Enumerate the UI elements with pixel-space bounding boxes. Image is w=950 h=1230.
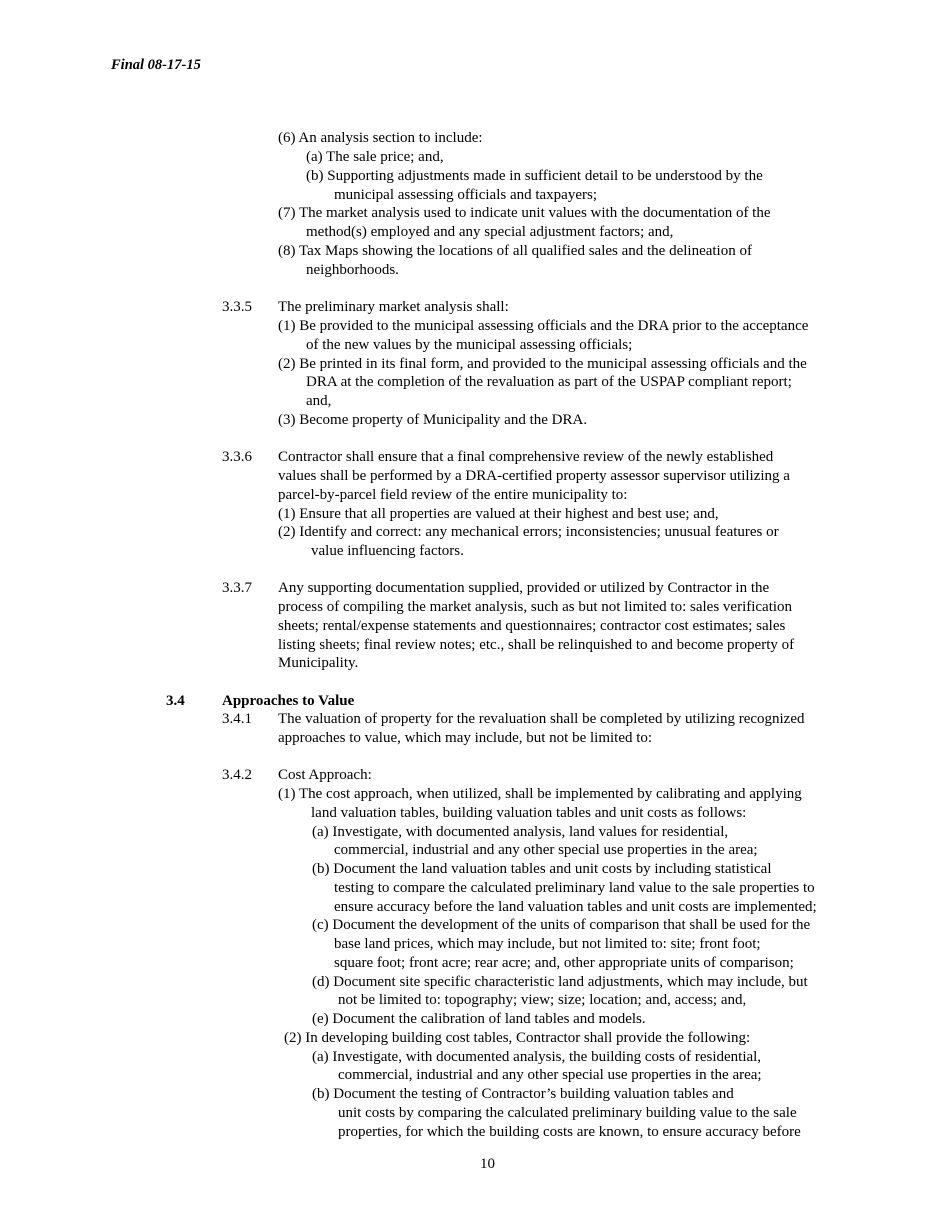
list-item-continuation: municipal assessing officials and taxpayers; [334,187,597,203]
list-item: (8) Tax Maps showing the locations of all qualified sales and the delineation of [278,243,752,259]
heading-title: Approaches to Value [222,693,355,709]
list-item-continuation: land valuation tables, building valuation tables and unit costs as follows: [311,805,747,821]
section-number: 3.3.5 [222,299,252,315]
list-item: (1) The cost approach, when utilized, shall be implemented by calibrating and applying [278,786,802,802]
section-text: Contractor shall ensure that a final comprehensive review of the newly established [278,449,774,465]
list-item: (1) Ensure that all properties are valued at their highest and best use; and, [278,506,719,522]
list-item-continuation: commercial, industrial and any other special use properties in the area; [338,1067,762,1083]
list-item-continuation: unit costs by comparing the calculated preliminary building value to the sale [338,1105,797,1121]
list-item: (a) Investigate, with documented analysis, the building costs of residential, [312,1049,762,1065]
list-item: (7) The market analysis used to indicate unit values with the documentation of the [278,205,771,221]
section-number: 3.4.2 [222,767,252,783]
list-item: (6) An analysis section to include: [278,130,483,146]
list-item-continuation: value influencing factors. [311,543,464,559]
list-item-continuation: ensure accuracy before the land valuation tables and unit costs are implemented; [334,899,817,915]
section-text: Any supporting documentation supplied, provided or utilized by Contractor in the [278,580,770,596]
list-item: (2) In developing building cost tables, Contractor shall provide the following: [284,1030,751,1046]
section-text: values shall be performed by a DRA-certified property assessor supervisor utilizing a [278,468,790,484]
list-item-continuation: DRA at the completion of the revaluation as part of the USPAP compliant report; [306,374,792,390]
section-text: Municipality. [278,655,359,671]
list-item: (2) Be printed in its final form, and provided to the municipal assessing officials and the [278,356,807,372]
section-text: Cost Approach: [278,767,372,783]
list-item: (b) Document the testing of Contractor’s building valuation tables and [312,1086,734,1102]
list-item-continuation: of the new values by the municipal assessing officials; [306,337,633,353]
list-item-continuation: and, [306,393,332,409]
list-item: (b) Document the land valuation tables and unit costs by including statistical [312,861,772,877]
list-item: (d) Document site specific characteristic land adjustments, which may include, but [312,974,808,990]
list-item: (1) Be provided to the municipal assessing officials and the DRA prior to the acceptance [278,318,809,334]
section-text: sheets; rental/expense statements and questionnaires; contractor cost estimates; sales [278,618,786,634]
list-item: (c) Document the development of the units of comparison that shall be used for the [312,917,811,933]
list-item-continuation: testing to compare the calculated preliminary land value to the sale properties to [334,880,815,896]
heading-number: 3.4 [166,693,185,709]
section-text: parcel-by-parcel field review of the entire municipality to: [278,487,628,503]
list-item: (2) Identify and correct: any mechanical errors; inconsistencies; unusual features or [278,524,779,540]
page-number: 10 [480,1156,495,1172]
section-text: The preliminary market analysis shall: [278,299,509,315]
section-text: process of compiling the market analysis, such as but not limited to: sales verification [278,599,793,615]
list-item-continuation: commercial, industrial and any other special use properties in the area; [334,842,758,858]
list-item-continuation: neighborhoods. [306,262,399,278]
list-item-continuation: not be limited to: topography; view; size; location; and, access; and, [338,992,747,1008]
list-item: (b) Supporting adjustments made in sufficient detail to be understood by the [306,168,763,184]
list-item: (e) Document the calibration of land tables and models. [312,1011,646,1027]
list-item: (a) The sale price; and, [306,149,444,165]
document-version-header: Final 08-17-15 [111,57,201,73]
section-text: approaches to value, which may include, but not be limited to: [278,730,653,746]
section-text: The valuation of property for the revaluation shall be completed by utilizing recognized [278,711,805,727]
section-number: 3.3.6 [222,449,252,465]
section-number: 3.3.7 [222,580,252,596]
section-text: listing sheets; final review notes; etc., shall be relinquished to and become property of [278,637,795,653]
section-number: 3.4.1 [222,711,252,727]
list-item: (3) Become property of Municipality and the DRA. [278,412,588,428]
list-item-continuation: properties, for which the building costs are known, to ensure accuracy before [338,1124,801,1140]
list-item-continuation: base land prices, which may include, but not limited to: site; front foot; [334,936,761,952]
list-item-continuation: square foot; front acre; rear acre; and, other appropriate units of comparison; [334,955,794,971]
list-item-continuation: method(s) employed and any special adjustment factors; and, [306,224,674,240]
list-item: (a) Investigate, with documented analysis, land values for residential, [312,824,729,840]
